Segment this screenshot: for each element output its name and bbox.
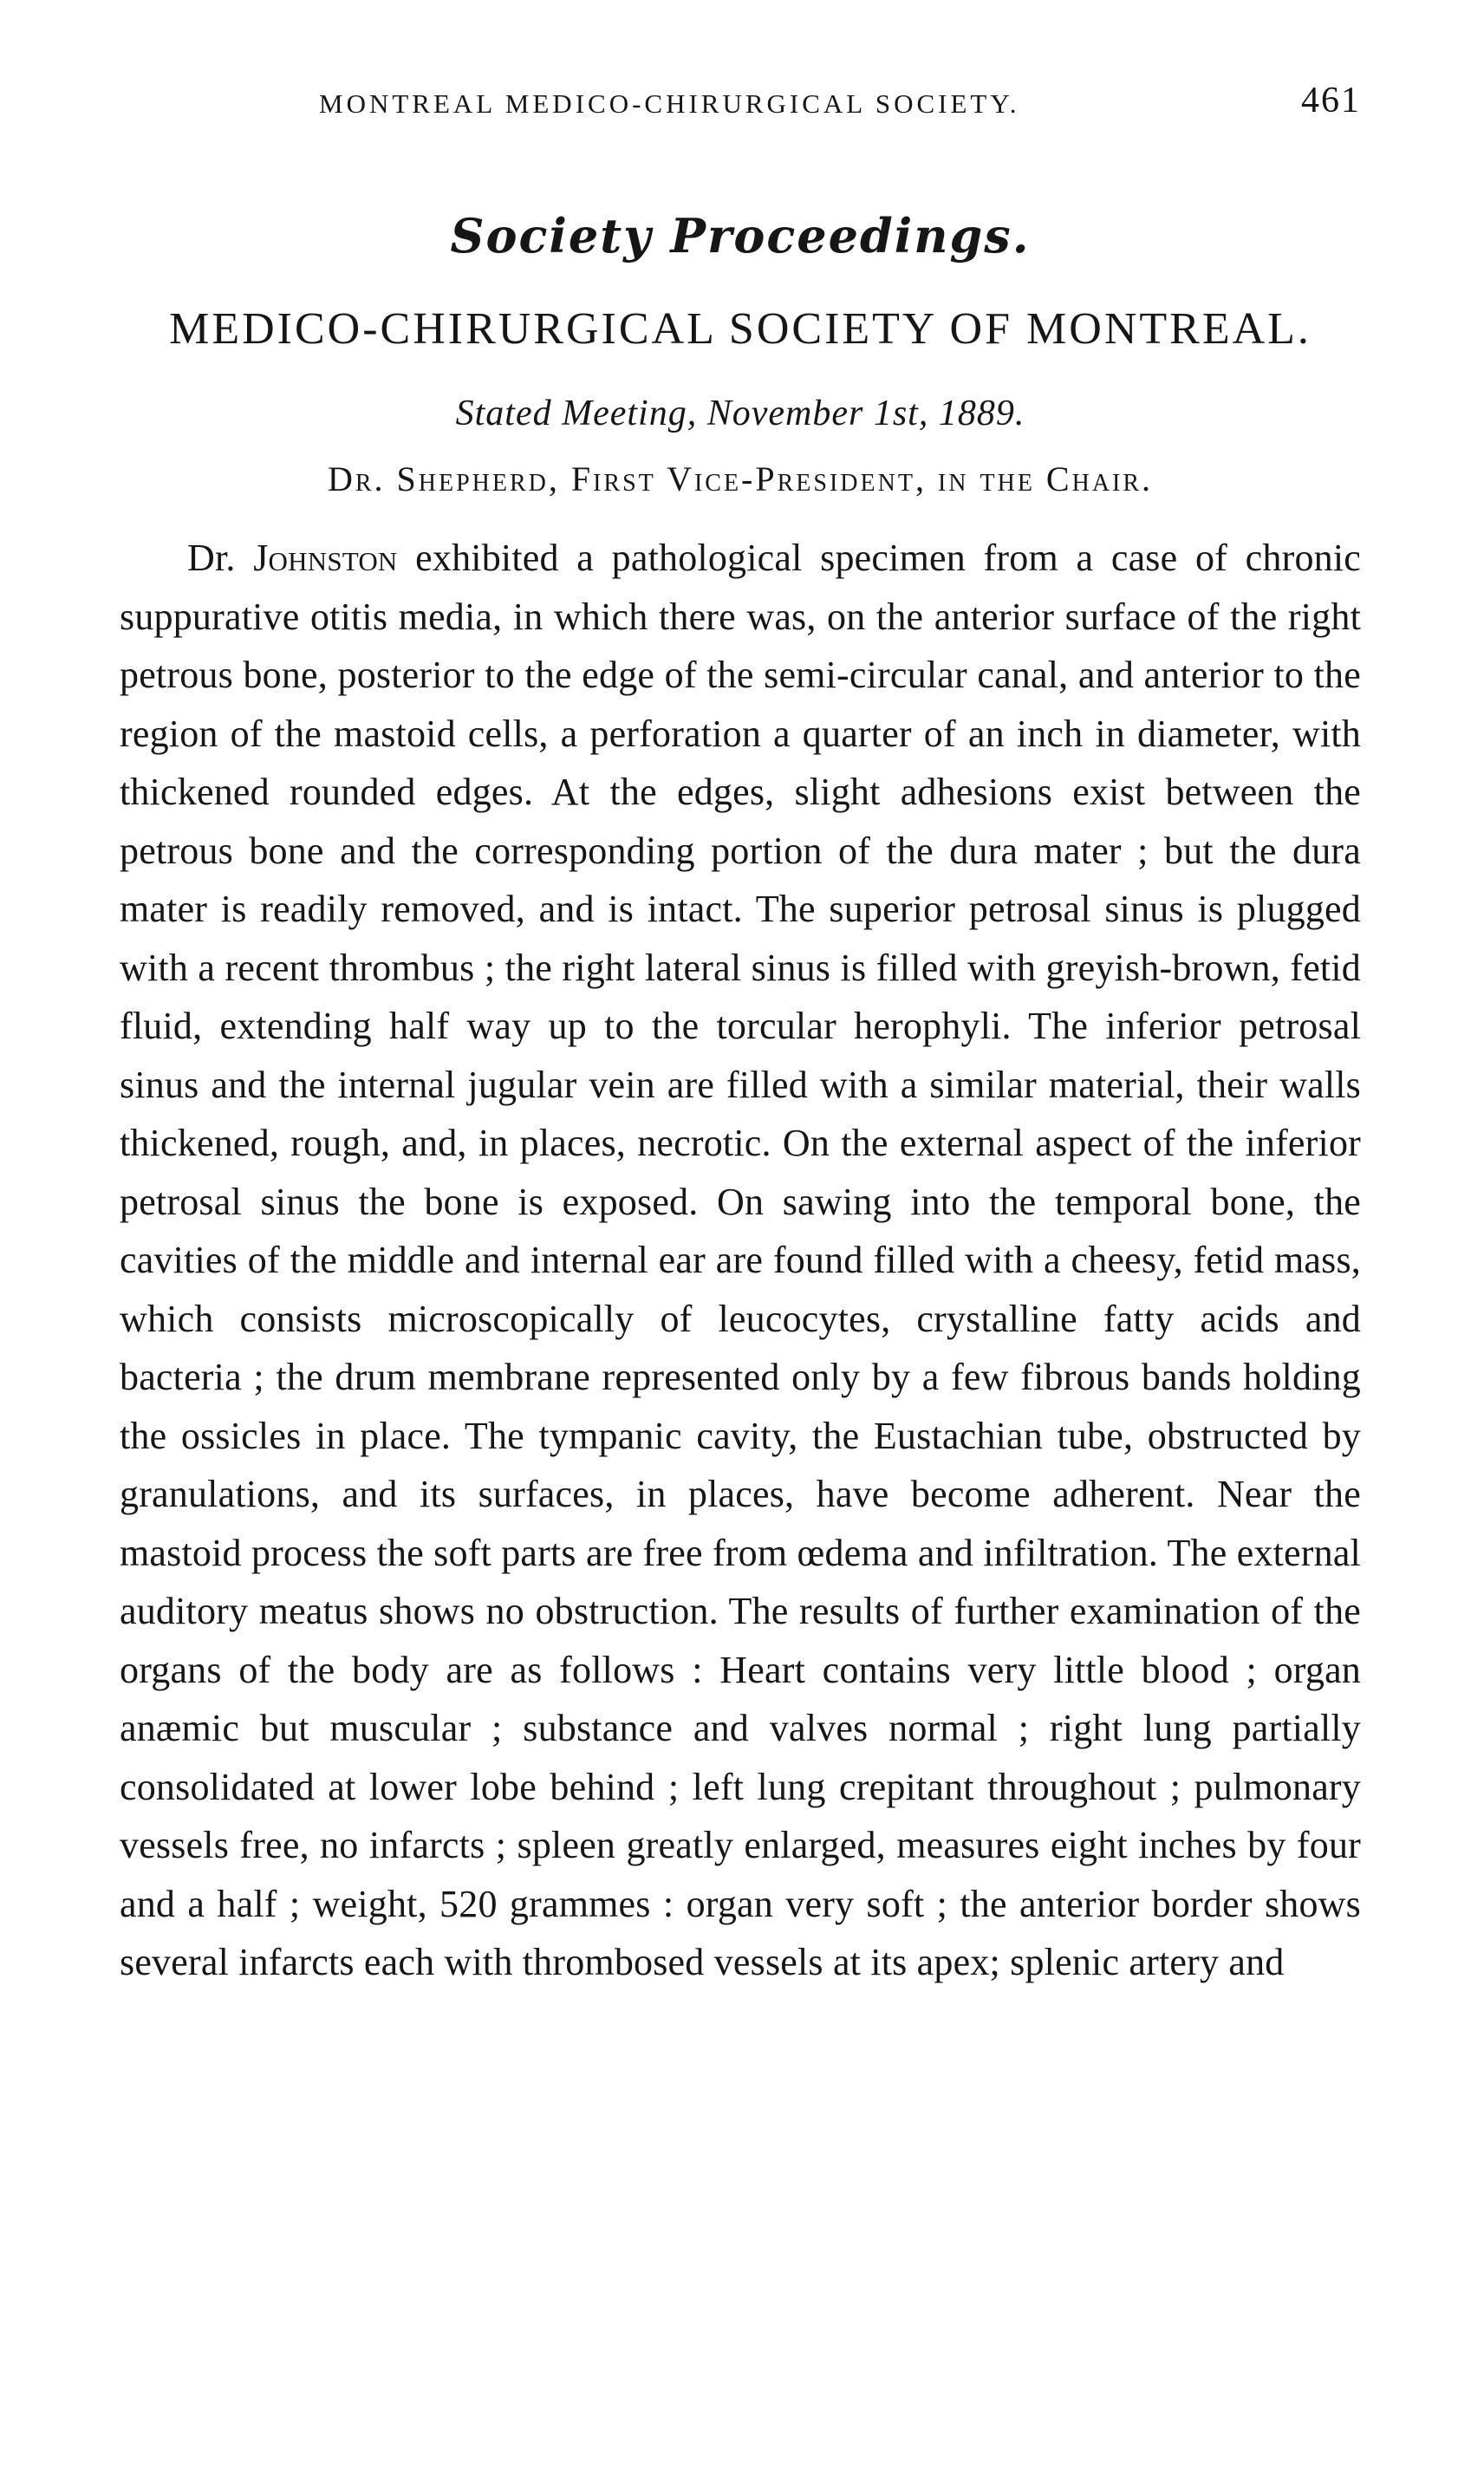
speaker-name: Johnston: [253, 537, 398, 579]
paragraph-text: exhibited a pathological specimen from a case of chronic suppurative otitis media, in which there was, on the anterior surface of the right petrous bone, posterior to the edge of the semi-circular canal, and anterior to the region of the mastoid cells, a perforation a quarter of an inch in diameter, with thickened rounded edges. At the edges, slight adhesions exist between the petrous bone and the corresponding portion of the dura mater ; but the dura mater is readily removed, and is intact. The superior petrosal sinus is plugged with a recent thrombus ; the right lateral sinus is filled with greyish-brown, fetid fluid, extending half way up to the torcular herophyli. The inferior petrosal sinus and the internal jugular vein are filled with a similar material, their walls thickened, rough, and, in places, necrotic. On the external aspect of the inferior petrosal sinus the bone is exposed. On sawing into the temporal bone, the cavities of the middle and internal ear are found filled with a cheesy, fetid mass, which consists microscopically of leucocytes, crystalline fatty acids and bacteria ; the drum membrane represented only by a few fibrous bands holding the ossicles in place. The tympanic cavity, the Eustachian tube, obstructed by granulations, and its surfaces, in places, have become adherent. Near the mastoid process the soft parts are free from œdema and infiltration. The external auditory meatus shows no obstruction. The results of further examination of the organs of the body are as follows : Heart contains very little blood ; organ anæmic but muscular ; substance and valves normal ; right lung partially consolidated at lower lobe behind ; left lung crepitant throughout ; pulmonary vessels free, no infarcts ; spleen greatly enlarged, measures eight inches by four and a half ; weight, 520 grammes : organ very soft ; the anterior border shows several infarcts each with thrombosed vessels at its apex; splenic artery and: [120, 537, 1361, 1983]
chair-line: Dr. Shepherd, First Vice-President, in the Chair.: [327, 459, 1154, 498]
book-page: [120, 76, 1361, 2451]
speaker-prefix: Dr.: [187, 537, 254, 579]
body-paragraph: [120, 529, 1361, 1992]
running-header: [120, 76, 1361, 128]
society-title: MEDICO-CHIRURGICAL SOCIETY OF MONTREAL.: [169, 304, 1312, 354]
running-title: MONTREAL MEDICO-CHIRURGICAL SOCIETY.: [319, 88, 1020, 119]
meeting-date-line: Stated Meeting, November 1st, 1889.: [455, 394, 1025, 433]
page-number: 461: [1301, 81, 1361, 120]
section-heading: Society Proceedings.: [450, 208, 1031, 264]
